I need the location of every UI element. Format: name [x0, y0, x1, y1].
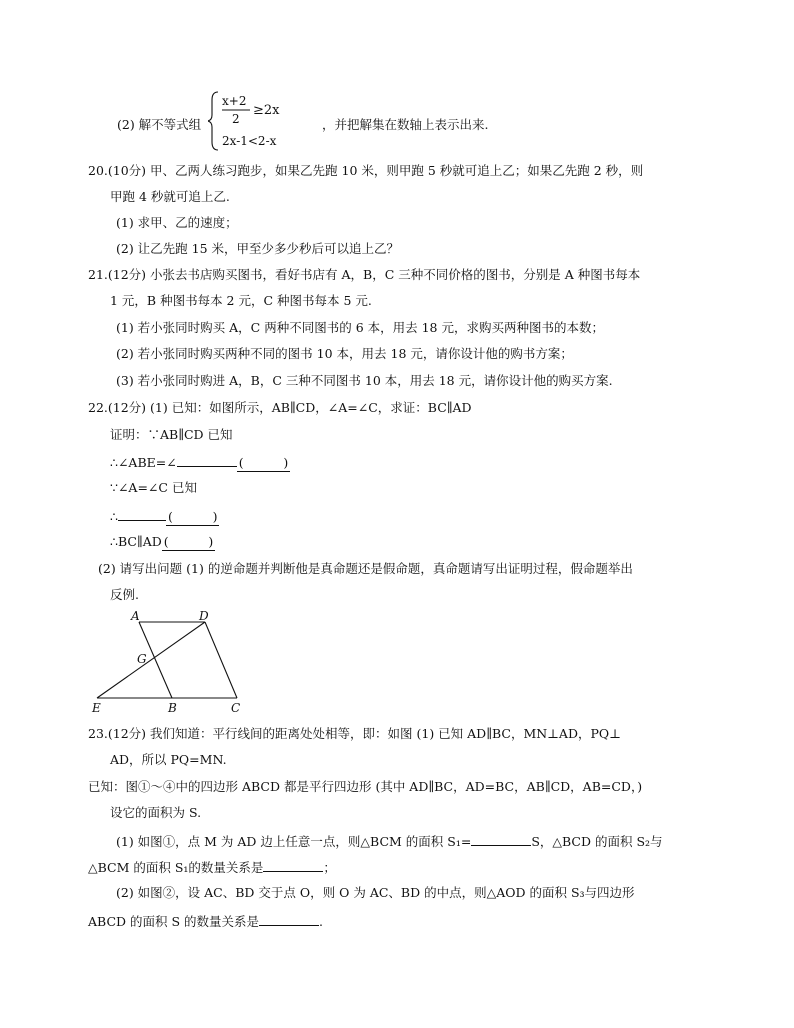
- q23-part1-text-b: S，△BCD 的面积 S₂与: [531, 834, 663, 849]
- q22-part2-line2: 反例.: [110, 587, 139, 602]
- q23-line1: 23.(12分) 我们知道：平行线间的距离处处相等，即：如图 (1) 已知 AD∥BC，MN⊥AD，PQ⊥: [88, 726, 621, 741]
- q22-step4: [110, 534, 215, 551]
- q22-line1: 22.(12分) (1) 已知：如图所示，AB∥CD，∠A=∠C，求证：BC∥AD: [88, 400, 472, 415]
- q23-part1-text-d: ；: [323, 860, 336, 875]
- q23-part1-text-a: (1) 如图①，点 M 为 AD 边上任意一点，则△BCM 的面积 S₁=: [116, 834, 472, 849]
- q23-line3: 已知：图①～④中的四边形 ABCD 都是平行四边形 (其中 AD∥BC，AD=BC，AB∥CD，AB=CD，): [88, 779, 643, 794]
- label-C: C: [231, 701, 241, 715]
- label-E: E: [92, 701, 101, 715]
- answer-blank-angle[interactable]: [177, 453, 237, 467]
- q22-proof-start: 证明：∵AB∥CD 已知: [110, 427, 233, 442]
- answer-blank-statement[interactable]: [118, 507, 166, 521]
- q23-part2-text-c: .: [319, 914, 323, 929]
- q23-part1-line1: [116, 832, 663, 850]
- q21-part2: (2) 若小张同时购买两种不同的图书 10 本，用去 18 元，请你设计他的购书方案；: [116, 346, 573, 361]
- segment-ED: [97, 622, 205, 698]
- segment-DC: [205, 622, 237, 698]
- q23-part2-line1: (2) 如图②，设 AC、BD 交于点 O，则 O 为 AC、BD 的中点，则△AOD 的面积 S₃与四边形: [116, 885, 635, 900]
- label-G: G: [137, 652, 147, 666]
- label-B: B: [168, 701, 177, 715]
- q22-part2-line1: (2) 请写出问题 (1) 的逆命题并判断他是真命题还是假命题，真命题请写出证明过程，假命题举出: [98, 561, 633, 576]
- q21-line2: 1 元，B 种图书每本 2 元，C 种图书每本 5 元.: [110, 293, 372, 308]
- q23-line2: AD，所以 PQ=MN.: [110, 752, 227, 767]
- second-inequality: 2x-1<2-x: [222, 134, 277, 148]
- q23-part1-line2: [88, 858, 336, 876]
- q23-part1-text-c: △BCM 的面积 S₁的数量关系是: [88, 860, 264, 875]
- q19-part2-prefix: (2) 解不等式组: [117, 117, 202, 132]
- q21-line1: 21.(12分) 小张去书店购买图书，看好书店有 A，B，C 三种不同价格的图书，分别是 A 种图书每本: [88, 267, 641, 282]
- q21-part1: (1) 若小张同时购买 A，C 两种不同图书的 6 本，用去 18 元，求购买两种图书的本数；: [116, 320, 604, 335]
- system-brace: [208, 92, 218, 150]
- answer-blank-reason-1[interactable]: ( ): [238, 455, 289, 470]
- answer-blank-reason-2[interactable]: ( ): [167, 509, 218, 524]
- answer-blank-s2-s1[interactable]: [263, 858, 323, 872]
- label-D: D: [199, 609, 209, 623]
- q22-step4-text: ∴BC∥AD: [110, 534, 162, 549]
- q22-step1: [110, 453, 290, 472]
- answer-blank-s1[interactable]: [471, 832, 531, 846]
- q22-step2: ∵∠A=∠C 已知: [110, 480, 197, 495]
- q22-step3-text: ∴: [110, 509, 118, 524]
- frac-rhs: ≥2x: [253, 103, 280, 118]
- q23-line4: 设它的面积为 S.: [110, 805, 202, 820]
- q20-part1: (1) 求甲、乙的速度；: [116, 215, 238, 230]
- q20-part2: (2) 让乙先跑 15 米，甲至少多少秒后可以追上乙？: [116, 241, 400, 256]
- answer-blank-s3-s[interactable]: [259, 912, 319, 926]
- q22-step1-text: ∴∠ABE=∠: [110, 455, 177, 470]
- answer-blank-reason-3[interactable]: ( ): [163, 534, 214, 549]
- frac-denominator: 2: [232, 112, 240, 126]
- frac-numerator: x+2: [222, 94, 247, 108]
- q19-part2-suffix: ，并把解集在数轴上表示出来.: [322, 117, 489, 132]
- q22-step3: [110, 507, 219, 526]
- q23-part2-line2: [88, 912, 323, 930]
- inequality-system: [208, 90, 318, 152]
- q20-line1: 20.(10分) 甲、乙两人练习跑步，如果乙先跑 10 米，则甲跑 5 秒就可追上乙；如果乙先跑 2 秒，则: [88, 163, 644, 178]
- q21-part3: (3) 若小张同时购进 A，B，C 三种不同图书 10 本，用去 18 元，请你设计他的购买方案.: [116, 373, 613, 388]
- q22-figure: [88, 606, 248, 718]
- q23-part2-text-b: ABCD 的面积 S 的数量关系是: [88, 914, 260, 929]
- label-A: A: [131, 609, 140, 623]
- q20-line2: 甲跑 4 秒就可追上乙.: [110, 189, 230, 204]
